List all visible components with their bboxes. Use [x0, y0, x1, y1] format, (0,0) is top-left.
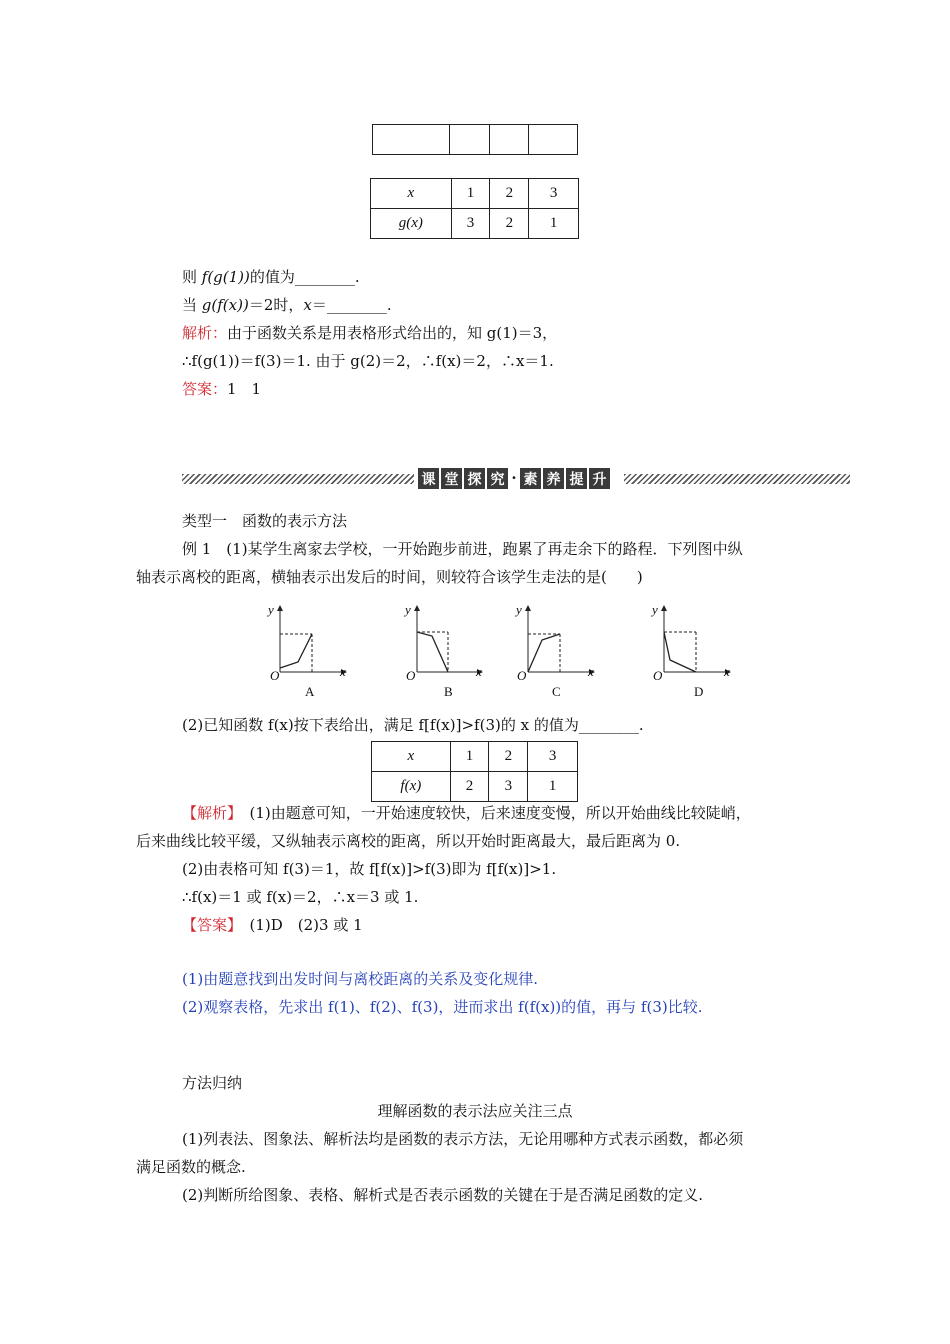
analysis-line-2: ∴f(g(1))＝f(3)＝1. 由于 g(2)＝2，∴f(x)＝2，∴x＝1. [182, 352, 554, 370]
banner-char: 堂 [441, 468, 462, 489]
graph-a [280, 606, 346, 672]
banner-hatch-right [624, 474, 850, 484]
solution-label: 【解析】 [182, 804, 235, 822]
method-title: 方法归纳 [182, 1074, 243, 1092]
text: ＝2时， [248, 296, 304, 314]
table-cell [528, 125, 577, 155]
question-1 [182, 266, 360, 288]
hint-line-1: (1)由题意找到出发时间与离校距离的关系及变化规律. [182, 970, 539, 988]
table-row [372, 772, 578, 802]
answer-text: 1 1 [227, 380, 262, 398]
text: 当 [182, 296, 202, 314]
table-cell: 2 [450, 772, 489, 802]
table-cell: 3 [529, 179, 579, 209]
option-label-d: D [694, 684, 704, 699]
part-2-question: (2)已知函数 f(x)按下表给出，满足 f[f(x)]>f(3)的 x 的值为________. [182, 716, 644, 734]
option-label-a: A [305, 684, 315, 699]
x-axis-label: x [340, 664, 346, 679]
text: 则 [182, 268, 202, 286]
table-cell: x [372, 742, 451, 772]
table-cell: 2 [490, 209, 529, 239]
table-cell: 3 [489, 772, 528, 802]
table-cell: g(x) [371, 209, 452, 239]
solution-line-3: (2)由表格可知 f(3)＝1，故 f[f(x)]>f(3)即为 f[f(x)]>1. [182, 860, 557, 878]
table-cell: 1 [451, 179, 490, 209]
text: (1)由题意可知，一开始速度较快，后来速度变慢，所以开始曲线比较陡峭， [234, 804, 751, 822]
x-axis-label: x [724, 664, 730, 679]
text: ＝________. [311, 296, 392, 314]
question-2 [182, 294, 392, 316]
origin-label: O [406, 668, 416, 683]
banner-char: 课 [418, 468, 439, 489]
g-table [370, 178, 579, 239]
section-title: 类型一 函数的表示方法 [182, 512, 348, 530]
analysis-line-1 [182, 322, 557, 344]
table-row [372, 742, 578, 772]
table-cell: 2 [490, 179, 529, 209]
x-axis-label: x [476, 664, 482, 679]
graph-c [528, 606, 594, 672]
answer-2-line [182, 914, 363, 936]
table-cell: 2 [489, 742, 528, 772]
table-row [371, 179, 579, 209]
math-expr: g(f(x)) [201, 296, 249, 314]
table-cell: 1 [529, 209, 579, 239]
section-banner [418, 468, 610, 489]
method-subtitle: 理解函数的表示法应关注三点 [377, 1102, 573, 1120]
banner-dot: · [511, 469, 517, 487]
y-axis-label: y [268, 602, 274, 617]
method-point-2: (2)判断所给图象、表格、解析式是否表示函数的关键在于是否满足函数的定义. [182, 1186, 704, 1204]
answer-label: 【答案】 [182, 916, 235, 934]
banner-hatch-left [182, 474, 414, 484]
analysis-label: 解析： [182, 324, 228, 342]
banner-char: 养 [543, 468, 564, 489]
y-axis-label: y [405, 602, 411, 617]
hint-line-2: (2)观察表格，先求出 f(1)、f(2)、f(3)，进而求出 f(f(x))的值，再与 f(3)比较. [182, 998, 703, 1016]
table-cell: 1 [528, 772, 578, 802]
banner-char: 升 [589, 468, 610, 489]
solution-line-4: ∴f(x)＝1 或 f(x)＝2，∴x＝3 或 1. [182, 888, 419, 906]
table-cell: f(x) [372, 772, 451, 802]
math-var: x [303, 296, 312, 314]
answer-line [182, 378, 261, 400]
banner-char: 究 [487, 468, 508, 489]
solution-line-2: 后来曲线比较平缓，又纵轴表示离校的距离，所以开始时距离最大，最后距离为 0. [136, 832, 681, 850]
example-line-1: 例 1 (1)某学生离家去学校，一开始跑步前进，跑累了再走余下的路程．下列图中纵 [182, 540, 743, 558]
text: 的值为________. [249, 268, 360, 286]
option-label-b: B [444, 684, 453, 699]
table-cell: 3 [528, 742, 578, 772]
origin-label: O [653, 668, 663, 683]
method-point-1-line-1: (1)列表法、图象法、解析法均是函数的表示方法，无论用哪种方式表示函数，都必须 [182, 1130, 744, 1148]
option-label-c: C [552, 684, 561, 699]
math-expr: f(g(1)) [201, 268, 250, 286]
origin-label: O [517, 668, 527, 683]
answer-label: 答案： [182, 380, 228, 398]
graph-d [664, 606, 730, 672]
y-axis-label: y [516, 602, 522, 617]
banner-char: 探 [464, 468, 485, 489]
solution-line-1 [182, 802, 751, 824]
banner-char: 提 [566, 468, 587, 489]
table-cell [450, 125, 489, 155]
text: 由于函数关系是用表格形式给出的，知 g(1)＝3， [227, 324, 558, 342]
x-axis-label: x [588, 664, 594, 679]
answer-text: (1)D (2)3 或 1 [234, 916, 363, 934]
table-cell: 3 [451, 209, 490, 239]
example-line-2: 轴表示离校的距离，横轴表示出发后的时间，则较符合该学生走法的是( ) [136, 568, 643, 586]
empty-table [372, 124, 578, 155]
table-cell [373, 125, 450, 155]
method-point-1-line-2: 满足函数的概念. [136, 1158, 246, 1176]
banner-char: 素 [520, 468, 541, 489]
origin-label: O [270, 668, 280, 683]
table-row [371, 209, 579, 239]
table-cell [489, 125, 528, 155]
table-cell: 1 [450, 742, 489, 772]
graph-b [417, 606, 482, 672]
f-table [371, 741, 578, 802]
table-cell: x [371, 179, 452, 209]
graph-options [250, 600, 750, 710]
y-axis-label: y [652, 602, 658, 617]
